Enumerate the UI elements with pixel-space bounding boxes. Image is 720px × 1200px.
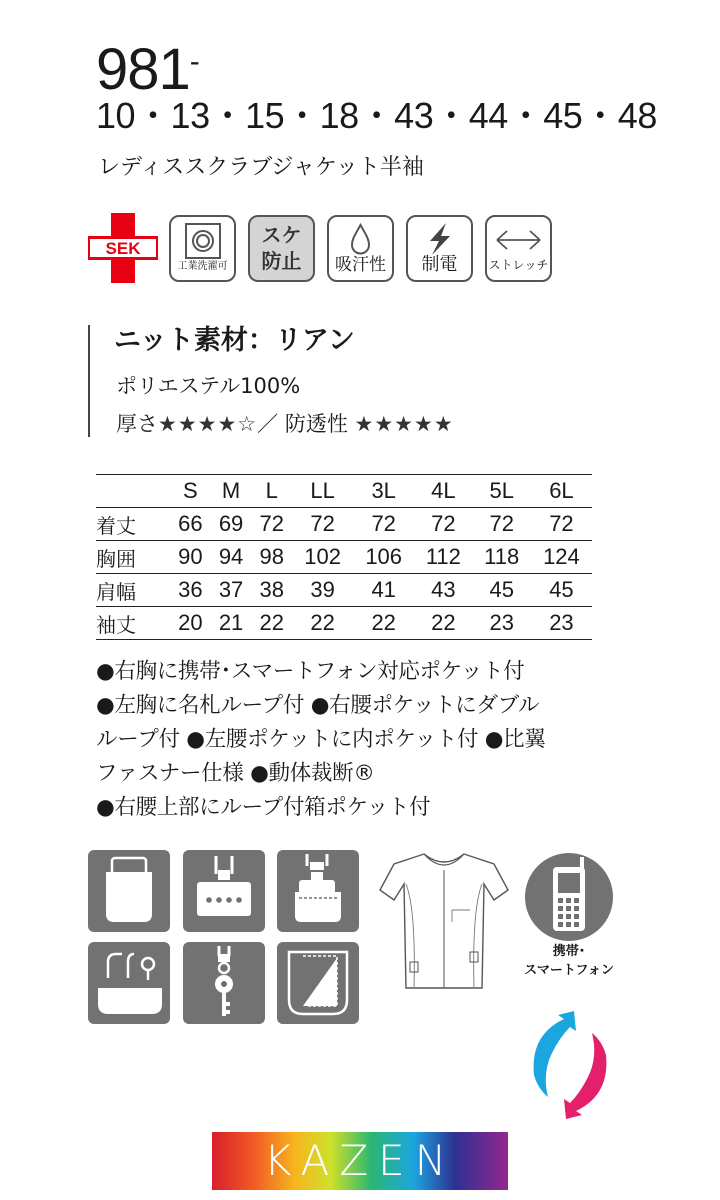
opacity-stars: ★★★★★ — [354, 412, 454, 436]
double-loop-pocket-icon — [277, 850, 359, 932]
table-cell: 72 — [259, 511, 284, 536]
row-label: 胸囲 — [96, 546, 136, 571]
table-cell: 41 — [371, 577, 396, 602]
table-cell: 23 — [489, 610, 514, 635]
size-header: M — [221, 478, 241, 503]
table-cell: 98 — [259, 544, 284, 569]
table-cell: 22 — [259, 610, 284, 635]
table-cell: 66 — [178, 511, 203, 536]
table-cell: 38 — [259, 577, 284, 602]
table-cell: 22 — [310, 610, 335, 635]
inner-pocket-icon — [88, 942, 170, 1024]
table-cell: 20 — [178, 610, 203, 635]
size-header: 6L — [549, 478, 574, 503]
phone-pocket-tile — [88, 850, 170, 932]
size-table — [96, 474, 592, 640]
table-cell: 72 — [549, 511, 574, 536]
rating-separator: ／ — [257, 412, 279, 436]
table-cell: 112 — [425, 544, 461, 569]
industrial-wash-label: 工業洗濯可 — [177, 261, 228, 272]
size-header-blank — [96, 475, 170, 508]
anti-see-through-label-2: 防止 — [261, 249, 302, 273]
table-cell: 94 — [218, 544, 244, 569]
box-pocket-icon — [277, 942, 359, 1024]
row-label: 袖丈 — [96, 612, 136, 637]
table-cell: 37 — [218, 577, 244, 602]
fabric-ratings — [116, 410, 454, 438]
table-row — [96, 574, 592, 607]
kazen-logo-text: KAZEN — [263, 1136, 457, 1185]
table-cell: 21 — [218, 610, 244, 635]
table-cell: 106 — [365, 544, 403, 569]
table-cell: 36 — [178, 577, 203, 602]
sek-label: SEK — [105, 239, 141, 258]
table-cell: 72 — [489, 511, 514, 536]
thickness-label: 厚さ — [116, 412, 158, 436]
table-cell: 23 — [549, 610, 574, 635]
table-cell: 72 — [371, 511, 396, 536]
stretch-label: ストレッチ — [488, 258, 549, 272]
feature-line: ●右腰上部にループ付箱ポケット付 — [96, 795, 431, 820]
size-header: 4L — [431, 478, 456, 503]
table-cell: 39 — [310, 577, 335, 602]
sek-mark-icon — [88, 213, 158, 283]
table-row — [96, 607, 592, 640]
row-label: 着丈 — [96, 513, 136, 538]
inner-pocket-tile — [88, 942, 170, 1024]
model-suffix: - — [189, 45, 199, 78]
phone-label-line: 携帯･ — [552, 944, 586, 959]
size-header: L — [265, 478, 278, 503]
table-row — [96, 508, 592, 541]
sweat-absorbent-label: 吸汗性 — [335, 255, 386, 275]
stretch-badge — [485, 215, 552, 282]
table-row — [96, 541, 592, 574]
name-tag-loop-tile — [183, 850, 265, 932]
fabric-divider — [88, 325, 90, 437]
size-header: LL — [310, 478, 335, 503]
model-number-text: 981 — [96, 37, 190, 102]
key-loop-tile — [183, 942, 265, 1024]
color-variants: 10・13・15・18・43・44・45・48 — [96, 95, 657, 136]
opacity-label: 防透性 — [284, 412, 348, 436]
motion-cut-arrows-icon — [522, 1005, 618, 1125]
antistatic-label: 制電 — [421, 254, 458, 275]
antistatic-badge — [406, 215, 473, 282]
size-header: S — [183, 478, 198, 503]
name-tag-icon — [183, 850, 265, 932]
size-header: 3L — [371, 478, 396, 503]
fabric-composition: ポリエステル100% — [116, 374, 301, 398]
table-cell: 45 — [489, 577, 514, 602]
phone-label-line: スマートフォン — [524, 963, 614, 978]
thickness-stars: ★★★★☆ — [158, 412, 258, 436]
feature-line: ●右胸に携帯･スマートフォン対応ポケット付 — [96, 659, 525, 684]
feature-line: ループ付 ●左腰ポケットに内ポケット付 ●比翼 — [96, 727, 546, 752]
table-cell: 45 — [549, 577, 574, 602]
garment-illustration — [376, 850, 512, 990]
key-icon — [183, 942, 265, 1024]
table-cell: 124 — [543, 544, 580, 569]
feature-list — [96, 655, 606, 825]
table-cell: 72 — [310, 511, 335, 536]
table-cell: 72 — [431, 511, 456, 536]
phone-label — [508, 942, 630, 980]
phone-pocket-icon — [88, 850, 170, 932]
mobile-phone-icon — [523, 851, 615, 943]
anti-see-through-label-1: スケ — [261, 223, 302, 247]
box-pocket-tile — [277, 942, 359, 1024]
table-cell: 22 — [431, 610, 456, 635]
table-cell: 43 — [431, 577, 456, 602]
size-header: 5L — [489, 478, 514, 503]
row-label: 肩幅 — [96, 579, 136, 604]
double-loop-tile — [277, 850, 359, 932]
table-cell: 22 — [371, 610, 396, 635]
industrial-wash-badge — [169, 215, 236, 282]
table-cell: 118 — [484, 544, 520, 569]
table-cell: 90 — [178, 544, 203, 569]
feature-line: ファスナー仕様 ●動体裁断® — [96, 761, 375, 786]
model-number — [96, 30, 199, 102]
kazen-logo — [212, 1132, 508, 1190]
table-cell: 69 — [218, 511, 244, 536]
size-header-row — [96, 475, 592, 508]
feature-line: ●左胸に名札ループ付 ●右腰ポケットにダブル — [96, 693, 540, 718]
product-name: レディススクラブジャケット半袖 — [98, 155, 424, 180]
sweat-absorbent-badge — [327, 215, 394, 282]
table-cell: 102 — [304, 544, 341, 569]
anti-see-through-badge — [248, 215, 315, 282]
fabric-title: ニット素材：リアン — [114, 325, 355, 356]
